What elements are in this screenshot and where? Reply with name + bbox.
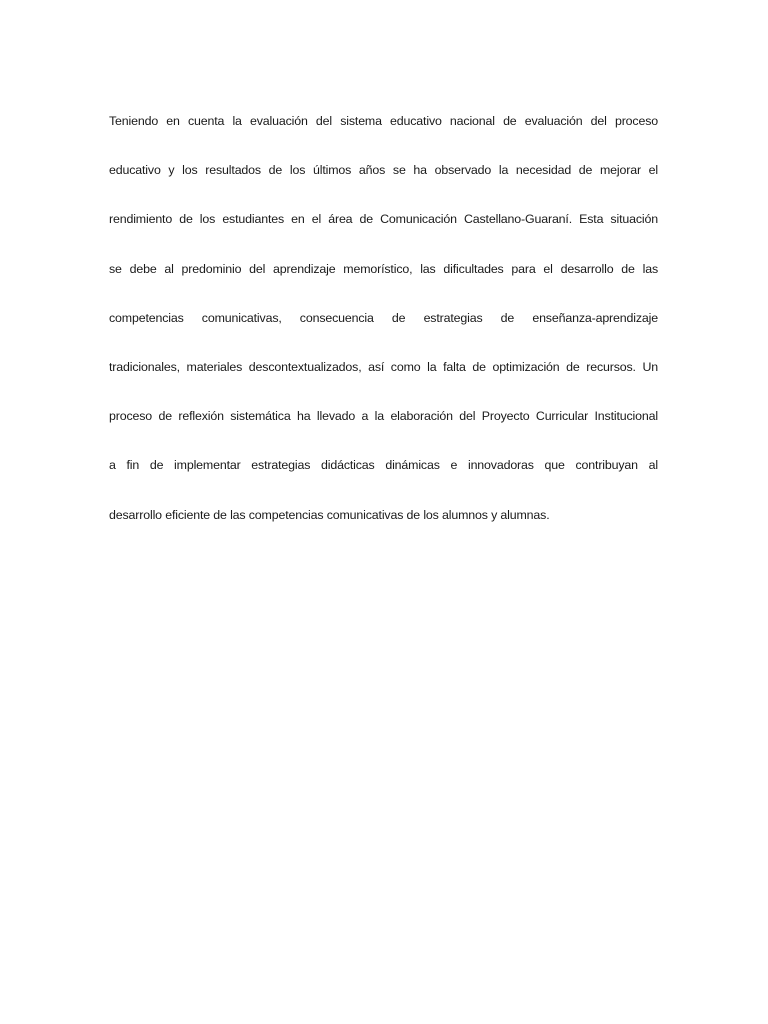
paragraph-line-1: Teniendo en cuenta la evaluación del sistema educativo nacional de evaluación del proceso	[109, 114, 658, 128]
paragraph-line-7: proceso de reflexión sistemática ha llevado a la elaboración del Proyecto Curricular Institucional	[109, 409, 658, 424]
paragraph-line-3: rendimiento de los estudiantes en el área de Comunicación Castellano-Guaraní. Esta situación	[109, 212, 658, 227]
paragraph-line-9: desarrollo eficiente de las competencias comunicativas de los alumnos y alumnas.	[109, 507, 550, 522]
paragraph-line-2: educativo y los resultados de los últimos años se ha observado la necesidad de mejorar el	[109, 163, 658, 178]
paragraph	[109, 107, 658, 550]
paragraph-line-5: competencias comunicativas, consecuencia de estrategias de enseñanza-aprendizaje	[109, 310, 658, 325]
paragraph-line-8: a fin de implementar estrategias didácticas dinámicas e innovadoras que contribuyan al	[109, 458, 658, 473]
paragraph-line-4: se debe al predominio del aprendizaje memorístico, las dificultades para el desarrollo de las	[109, 261, 658, 276]
paragraph-line-6: tradicionales, materiales descontextualizados, así como la falta de optimización de recursos. Un	[109, 359, 658, 374]
